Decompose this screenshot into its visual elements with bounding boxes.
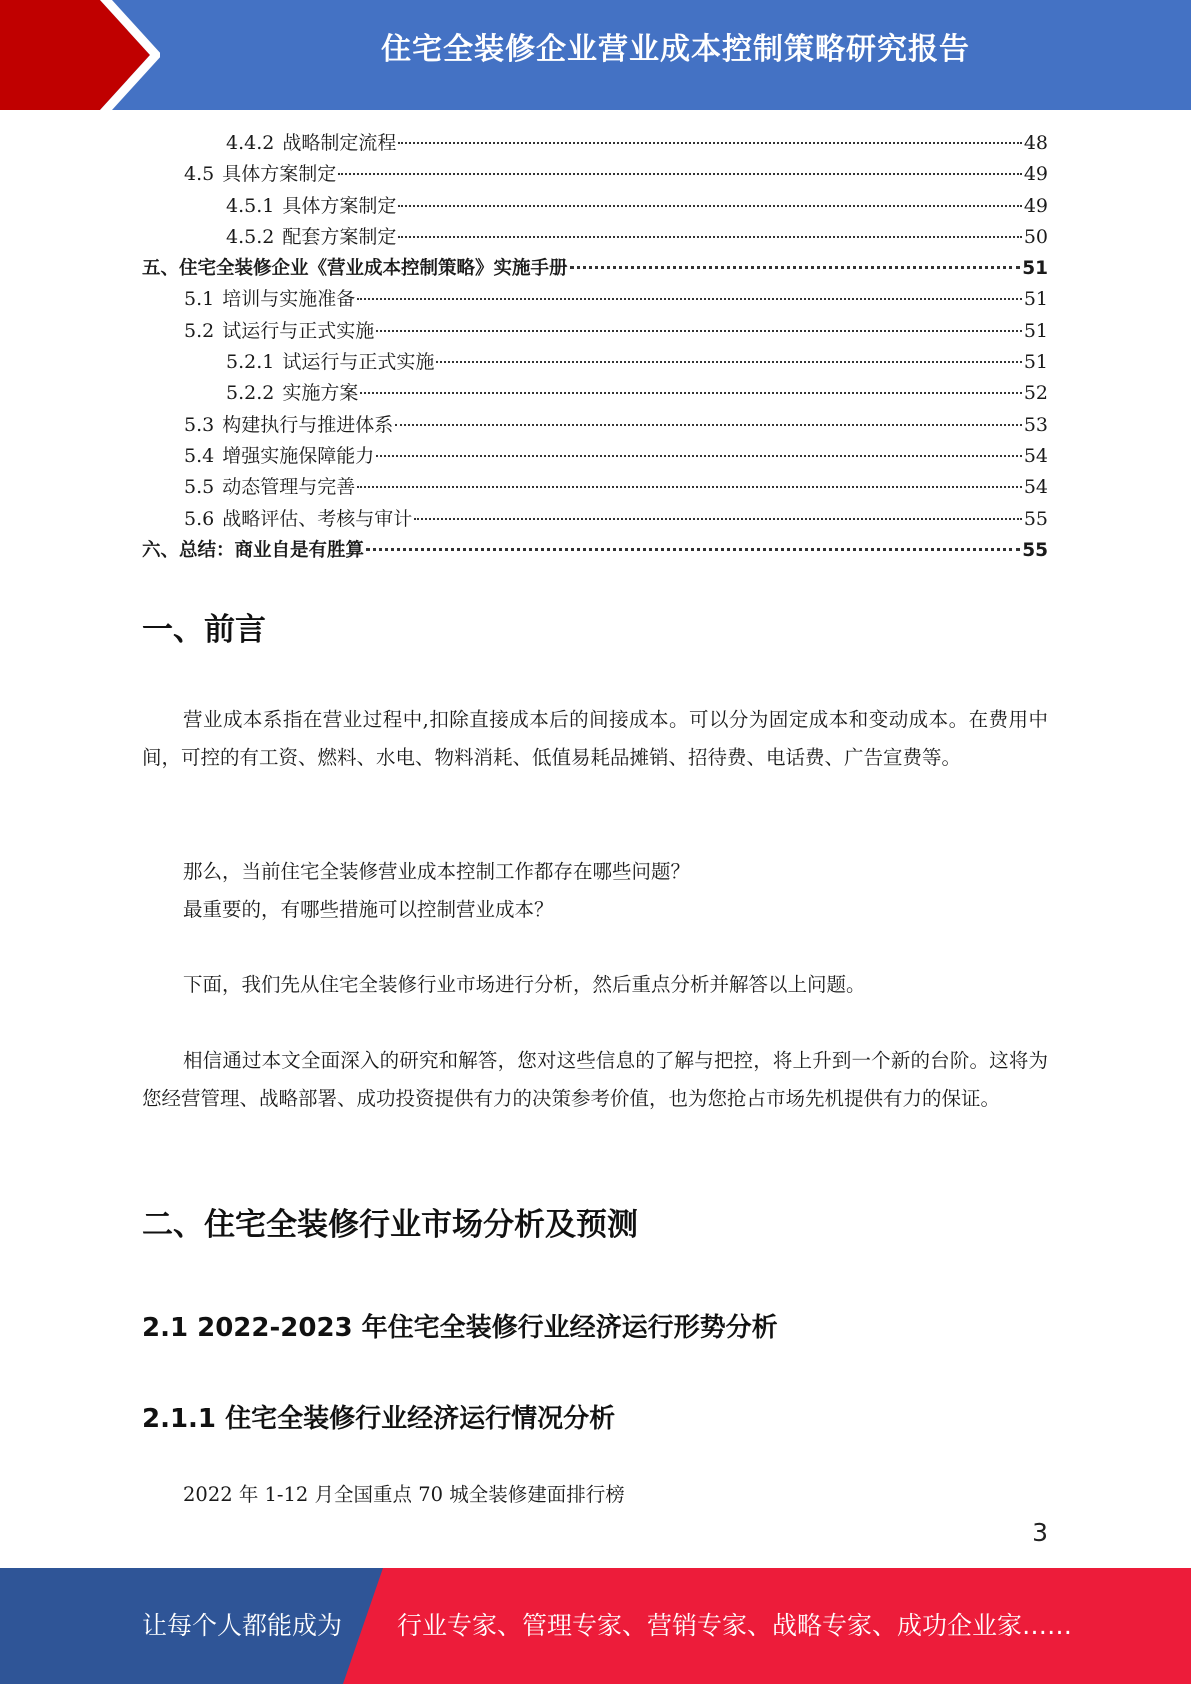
toc-entry[interactable] — [142, 316, 1048, 347]
toc-entry[interactable] — [142, 441, 1048, 472]
toc-entry-title: 战略评估、考核与审计 — [222, 507, 413, 530]
toc-entry-number: 5.1 — [184, 288, 215, 311]
toc-entry-page: 49 — [1023, 194, 1048, 217]
table-of-contents — [142, 128, 1048, 566]
toc-entry[interactable] — [142, 378, 1048, 409]
toc-entry-title: 培训与实施准备 — [222, 288, 356, 311]
toc-entry-page: 51 — [1023, 288, 1048, 311]
page-number: 3 — [1032, 1518, 1048, 1547]
page-header — [0, 0, 1191, 110]
toc-dot-leader — [357, 486, 1022, 488]
toc-entry-title: 战略制定流程 — [282, 132, 397, 154]
header-arrow-icon — [0, 0, 160, 110]
toc-entry-number: 5.4 — [184, 444, 215, 467]
toc-entry[interactable] — [142, 191, 1048, 222]
toc-dot-leader — [376, 330, 1022, 332]
toc-entry[interactable] — [142, 159, 1048, 190]
toc-entry-number: 4.5.1 — [226, 194, 275, 217]
toc-dot-leader — [376, 455, 1022, 457]
toc-entry-title: 增强实施保障能力 — [222, 444, 375, 467]
paragraph: 营业成本系指在营业过程中,扣除直接成本后的间接成本。可以分为固定成本和变动成本。在费用中间，可控的有工资、燃料、水电、物料消耗、低值易耗品摊销、招待费、电话费、广告宣费等。 — [142, 708, 1048, 769]
header-title: 住宅全装修企业营业成本控制策略研究报告 — [381, 32, 970, 67]
toc-dot-leader — [338, 173, 1022, 175]
toc-entry-title: 实施方案 — [282, 382, 359, 405]
toc-entry-number: 5.2.2 — [226, 382, 275, 405]
toc-dot-leader — [366, 548, 1020, 551]
toc-dot-leader — [395, 424, 1022, 426]
paragraph: 2022 年 1-12 月全国重点 70 城全装修建面排行榜 — [183, 1483, 625, 1506]
toc-entry-title: 试运行与正式实施 — [282, 351, 435, 374]
subsection-heading: 2.1 2022-2023 年住宅全装修行业经济运行形势分析 — [142, 1313, 778, 1343]
toc-entry-number: 5.2 — [184, 319, 215, 342]
page-footer — [0, 1568, 1191, 1684]
paragraph: 最重要的，有哪些措施可以控制营业成本？ — [183, 898, 554, 921]
section-heading-market: 二、住宅全装修行业市场分析及预测 — [142, 1207, 638, 1243]
toc-dot-leader — [570, 266, 1021, 269]
toc-dot-leader — [436, 361, 1021, 363]
toc-entry[interactable] — [142, 253, 1048, 284]
toc-entry-title: 配套方案制定 — [282, 225, 397, 248]
toc-entry-page: 50 — [1023, 225, 1048, 248]
toc-entry[interactable] — [142, 347, 1048, 378]
paragraph: 下面，我们先从住宅全装修行业市场进行分析，然后重点分析并解答以上问题。 — [183, 973, 866, 996]
toc-entry[interactable] — [142, 472, 1048, 503]
toc-entry-title: 五、住宅全装修企业《营业成本控制策略》实施手册 — [142, 258, 568, 280]
toc-entry-number: 5.2.1 — [226, 351, 275, 374]
toc-entry-number: 5.5 — [184, 476, 215, 499]
toc-entry-page: 51 — [1023, 319, 1048, 342]
toc-entry-page: 55 — [1023, 507, 1048, 530]
toc-entry[interactable] — [142, 128, 1048, 159]
toc-entry-title: 动态管理与完善 — [222, 476, 356, 499]
toc-entry-number: 5.6 — [184, 507, 215, 530]
toc-entry-page: 54 — [1023, 476, 1048, 499]
section-heading-preface: 一、前言 — [142, 612, 266, 648]
toc-entry-page: 55 — [1022, 539, 1048, 561]
toc-entry-page: 52 — [1023, 382, 1048, 405]
toc-entry-title: 试运行与正式实施 — [222, 319, 375, 342]
toc-entry-page: 48 — [1023, 132, 1048, 154]
footer-slogan-right: 行业专家、管理专家、营销专家、战略专家、成功企业家…… — [397, 1611, 1073, 1640]
toc-entry[interactable] — [142, 222, 1048, 253]
toc-entry-number: 4.4.2 — [226, 132, 275, 154]
toc-dot-leader — [360, 392, 1021, 394]
toc-entry-title: 具体方案制定 — [222, 163, 337, 186]
toc-dot-leader — [414, 518, 1022, 520]
toc-entry-number: 5.3 — [184, 413, 215, 436]
toc-entry-number: 4.5 — [184, 163, 215, 186]
toc-dot-leader — [357, 298, 1022, 300]
toc-entry[interactable] — [142, 284, 1048, 315]
paragraph: 那么，当前住宅全装修营业成本控制工作都存在哪些问题？ — [183, 860, 691, 883]
subsection-heading: 2.1.1 住宅全装修行业经济运行情况分析 — [142, 1404, 616, 1434]
toc-entry-page: 51 — [1022, 258, 1048, 280]
toc-entry-page: 51 — [1023, 351, 1048, 374]
toc-entry[interactable] — [142, 535, 1048, 566]
toc-entry-page: 53 — [1023, 413, 1048, 436]
toc-entry-title: 六、总结：商业自是有胜算 — [142, 539, 365, 561]
toc-dot-leader — [398, 142, 1021, 144]
toc-entry-page: 54 — [1023, 444, 1048, 467]
paragraph: 相信通过本文全面深入的研究和解答，您对这些信息的了解与把控，将上升到一个新的台阶。这将为您经营管理、战略部署、成功投资提供有力的决策参考价值，也为您抢占市场先机提供有力的保证。 — [142, 1049, 1048, 1110]
toc-entry-title: 具体方案制定 — [282, 194, 397, 217]
toc-entry-page: 49 — [1023, 163, 1048, 186]
toc-entry[interactable] — [142, 410, 1048, 441]
footer-slogan-left: 让每个人都能成为 — [142, 1611, 343, 1640]
toc-dot-leader — [398, 205, 1021, 207]
toc-entry-number: 4.5.2 — [226, 225, 275, 248]
toc-entry[interactable] — [142, 504, 1048, 535]
toc-dot-leader — [398, 236, 1021, 238]
toc-entry-title: 构建执行与推进体系 — [222, 413, 394, 436]
